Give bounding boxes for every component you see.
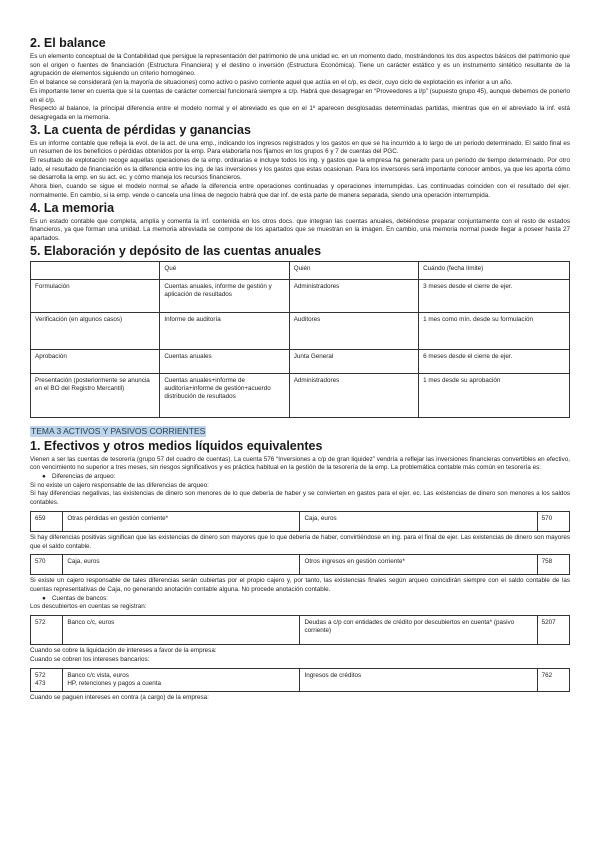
annual-accounts-table: [30, 261, 570, 418]
journal-entry-table: [30, 615, 570, 645]
bullet-text: Cuentas de bancos:: [52, 594, 109, 602]
section-title-efectivos: 1. Efectivos y otros medios líquidos equivalentes: [30, 438, 323, 453]
paragraph: Los descubiertos en cuentas se registran:: [30, 603, 147, 611]
paragraph: Cuando se paguen intereses en contra (a cargo) de la empresa:: [30, 693, 209, 701]
section-title-pyg: 3. La cuenta de pérdidas y ganancias: [30, 122, 251, 137]
table-cell: Formulación: [31, 279, 160, 312]
account-code: 570: [537, 511, 569, 531]
paragraph: En el balance se considerará (en la mayoría de situaciones) como activo o pasivo corriente aquel que actúa en el c/p, es decir, cuyo ciclo de explotación es inferior a un año.: [30, 79, 513, 87]
journal-entry-row: [31, 511, 570, 531]
account-code-line: 572: [35, 671, 46, 679]
table-header-cell: Qué: [160, 261, 289, 279]
paragraph: Es un elemento conceptual de la Contabilidad que persigue la representación del patrimonio de una unidad ec. en un momento dado, mostrándonos los dos aspectos básicos del patrimonio que son el origen o fuentes de financiación (Estructura Financiera) y el destino o inversión (Estructura Económica). Tiene un carácter estático y es un instrumento sintético resultante de la agrupación de elementos siguiendo un criterio homogéneo.: [30, 53, 570, 78]
topic-heading-highlight: TEMA 3 ACTIVOS Y PASIVOS CORRIENTES: [31, 425, 206, 436]
paragraph: Es importante tener en cuenta que si la cuentas de carácter comercial funcionará siempre a c/p. Habrá que desagregar en “Proveedores a l/p” (supuesto grupo 45), aunque debemos de ponerlo en el c/p.: [30, 87, 570, 104]
table-cell: Administradores: [289, 373, 418, 417]
table-cell: 1 mes como mín. desde su formulación: [419, 312, 570, 349]
journal-entry-row: [31, 616, 570, 645]
table-row: [31, 373, 570, 417]
table-row: [31, 349, 570, 373]
bullet-icon: ●: [42, 594, 46, 602]
account-name-line: HP, retenciones y pagos a cuenta: [67, 679, 162, 687]
bullet-item: [42, 473, 570, 482]
journal-entry-row: [31, 668, 570, 691]
table-row: [31, 312, 570, 349]
table-cell: Presentación (posteriormente se anuncia en el BO del Registro Mercantil): [31, 373, 160, 417]
table-header-cell: Cuándo (fecha límite): [419, 261, 570, 279]
account-name: [63, 668, 300, 691]
account-code: 659: [31, 511, 63, 531]
paragraph: Si hay diferencias positivas significan que las existencias de dinero son mayores que lo que debería de haber, convirtiéndose en ing. para el final de ejer. Las existencias de dinero son mayores que el saldo contable.: [30, 533, 570, 550]
table-cell: Cuentas anuales: [160, 349, 289, 373]
account-code: [31, 668, 63, 691]
account-code-line: 473: [35, 679, 46, 687]
journal-entry-table: [30, 511, 570, 532]
account-code: 570: [31, 555, 63, 575]
table-cell: Cuentas anuales+informe de auditoría+informe de gestión+acuerdo distribución de resultados: [160, 373, 289, 417]
paragraph: Vienen a ser las cuentas de tesorería (grupo 57 del cuadro de cuentas). La cuenta 576 “Inversiones a c/p de gran liquidez” vendría a reflejar las inversiones financieras convertibles en efectivo, con vencimiento no superior a tres meses, sin riesgos significativos y es práctica habitual en la gestión de la tesorería de la emp. La problemática contable más común en tesorería es:: [30, 455, 570, 472]
paragraph: Es un estado contable que completa, amplía y comenta la inf. contenida en los otros docs. que integran las cuentas anuales, debiéndose preparar conjuntamente con el resto de estados financieros, ya que forman una unidad. La memoria abreviada se compone de los apartados que se muestran en la imagen. En cambio, una memoria normal puede llegar a poseer hasta 27 apartados.: [30, 217, 570, 242]
table-cell: 3 meses desde el cierre de ejer.: [419, 279, 570, 312]
journal-entry-table: [30, 554, 570, 575]
bullet-item: [42, 594, 570, 604]
paragraph: Si existe un cajero responsable de tales diferencias serán cubiertas por el propio cajero y, por tanto, las existencias finales según arqueo coincidirán siempre con el saldo contable de las cuentas representativas de Caja, no generando anotación contable alguna. No procede anotación contable.: [30, 577, 570, 593]
paragraph: Es un informe contable que refleja la evol. de la act. de una emp., indicando los ingresos registrados y los gastos en que se ha incurrido a lo largo de un periodo determinado. El saldo final es un resumen de los beneficios o pérdidas obtenidos por la emp. Para elaborarla nos fijamos en los grupos 6 y 7 de cuentas del PGC.: [30, 139, 570, 156]
paragraph: Cuando se cobre la liquidación de intereses a favor de la empresa:: [30, 647, 217, 655]
section-title-memoria: 4. La memoria: [30, 200, 115, 215]
account-name: Deudas a c/p con entidades de crédito por descubiertos en cuenta* (pasivo corriente): [300, 616, 537, 645]
account-name: Ingresos de créditos: [300, 668, 537, 691]
table-cell: 1 mes desde su aprobación: [419, 373, 570, 417]
paragraph: Ahora bien, cuando se sigue el modelo normal se añade la diferencia entre operaciones continuadas y operaciones interrumpidas. Las continuadas coinciden con el resultado del ejer. normalmente. En cambio, si la emp. vende o cancela una línea de negocio habrá que dar inf. de esta parte de manera separada, siendo una operación interrumpida.: [30, 183, 570, 199]
table-header-cell: Quién: [289, 261, 418, 279]
table-cell: Administradores: [289, 279, 418, 312]
table-header-cell: [31, 261, 160, 279]
table-cell: Auditores: [289, 312, 418, 349]
table-cell: Junta General: [289, 349, 418, 373]
account-name: Otras pérdidas en gestión corriente*: [63, 511, 300, 531]
table-cell: 6 meses desde el cierre de ejer.: [419, 349, 570, 373]
account-name: Caja, euros: [63, 555, 300, 575]
bullet-icon: ●: [42, 473, 46, 481]
table-row: [31, 279, 570, 312]
account-code: 762: [537, 668, 569, 691]
account-code: 5207: [537, 616, 569, 645]
table-cell: Informe de auditoría: [160, 312, 289, 349]
section-title-elaboracion: 5. Elaboración y depósito de las cuentas anuales: [30, 243, 322, 258]
section-title-balance: 2. El balance: [30, 36, 106, 50]
table-cell: Cuentas anuales, informe de gestión y aplicación de resultados: [160, 279, 289, 312]
account-code: 572: [31, 616, 63, 645]
account-name: Otros ingresos en gestión corriente*: [300, 555, 537, 575]
paragraph: Si hay diferencias negativas, las existencias de dinero son menores de lo que debería de haber y se convierten en gastos para el ejer. ec. Las existencias de dinero son menores a los saldos contables.: [30, 490, 570, 507]
account-name: Banco c/c, euros: [63, 616, 300, 645]
account-name: Caja, euros: [300, 511, 537, 531]
paragraph: Si no existe un cajero responsable de las diferencias de arqueo:: [30, 481, 209, 489]
paragraph: Respecto al balance, la principal diferencia entre el modelo normal y el abreviado es que en el 1º aparecen desglosadas determinadas partidas, mientras que en el abreviado la inf. está desagregada en la memoria.: [30, 105, 570, 121]
account-name-line: Banco c/c vista, euros: [67, 671, 129, 679]
table-cell: Verificación (en algunos casos): [31, 312, 160, 349]
account-code: 758: [537, 555, 569, 575]
journal-entry-table: [30, 668, 570, 692]
paragraph: Cuando se cobren los intereses bancarios:: [30, 655, 150, 663]
paragraph: El resultado de explotación recoge aquellas operaciones de la emp. ordinarias e incluye todos los ing. y gastos que la empresa ha generado para un periodo de tiempo determinado. Por otro lado, el resultado de financiación es la diferencia entre los ing. de las inversiones y los gastos que estas ocasionan. Para los inversores será importante conocer ambos, ya que les aporta cómo se desarrolla la emp. en su act. ec. y cómo maneja los recursos financieros.: [30, 157, 570, 182]
table-header-row: [31, 261, 570, 279]
table-cell: Aprobación: [31, 349, 160, 373]
journal-entry-row: [31, 555, 570, 575]
bullet-text: Diferencias de arqueo:: [52, 473, 116, 481]
